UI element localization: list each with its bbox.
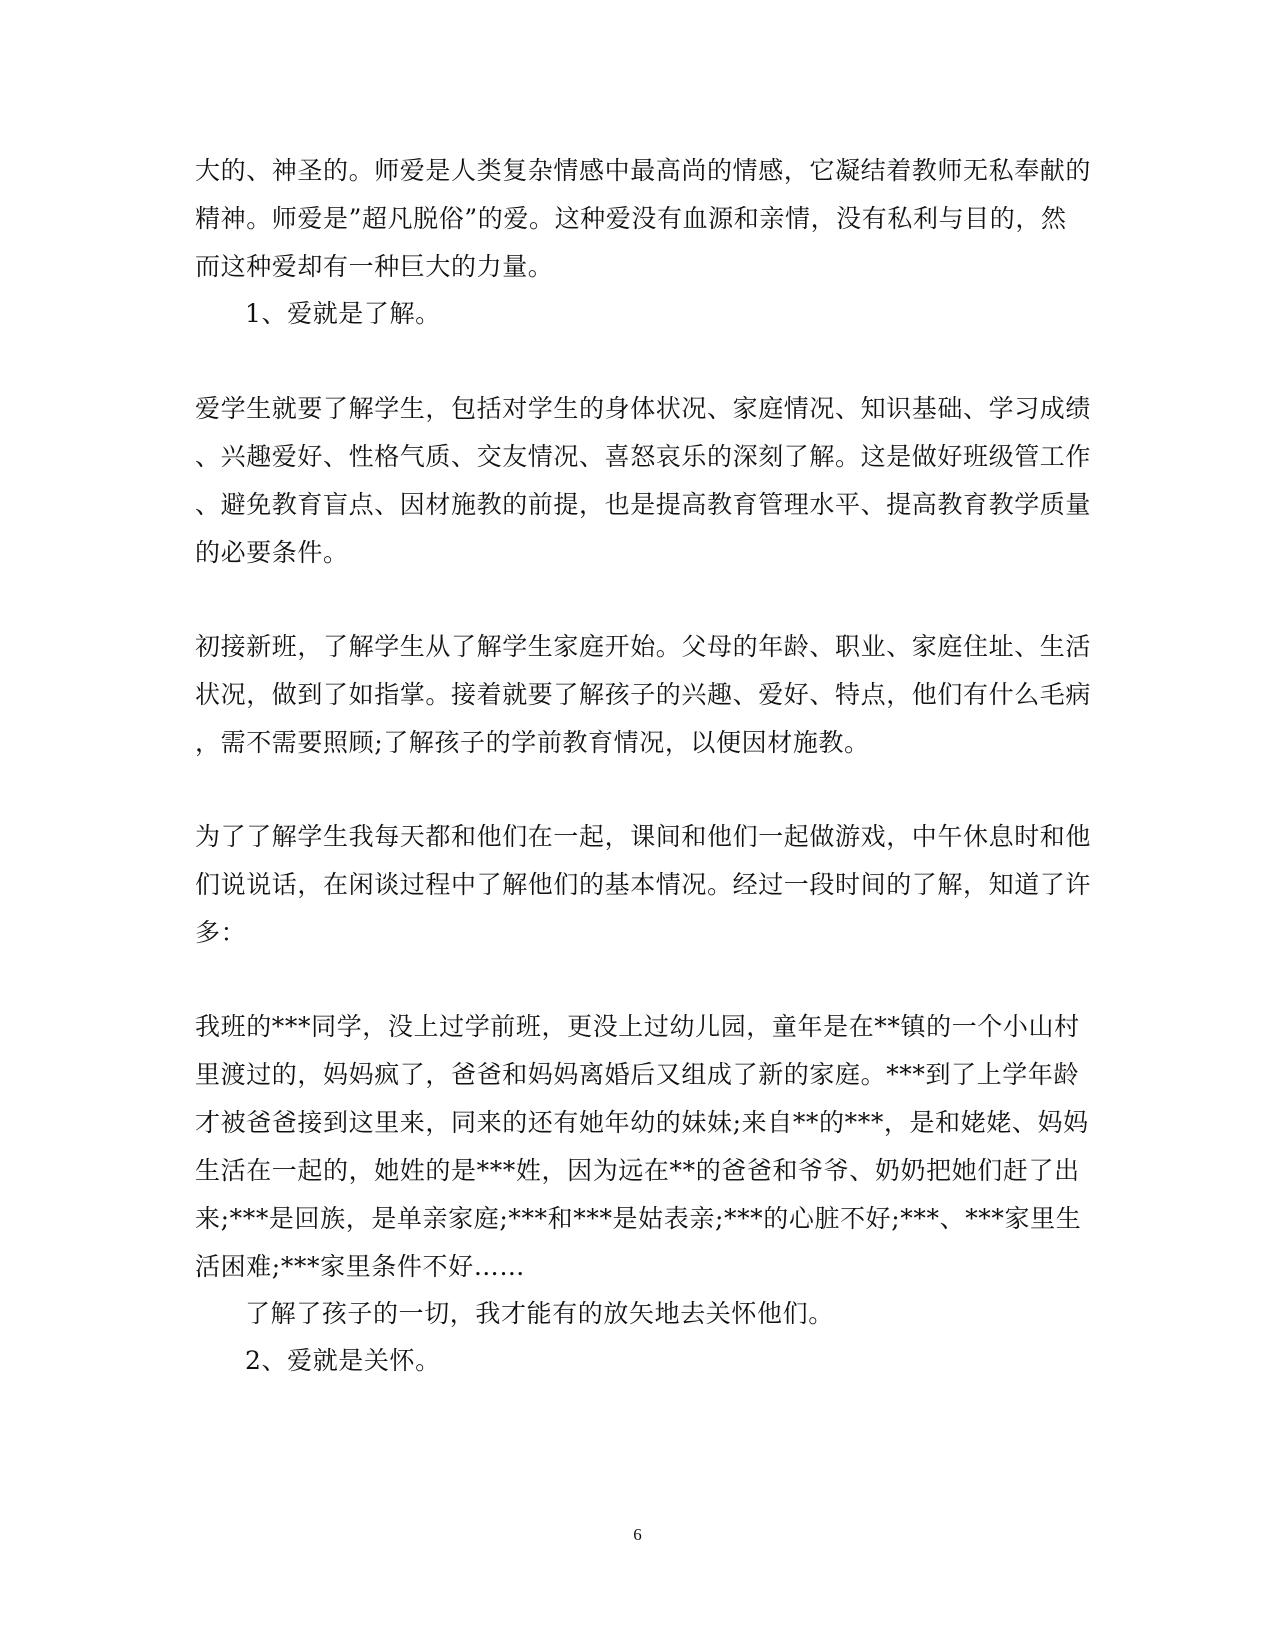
text-line: 爱学生就要了解学生，包括对学生的身体状况、家庭情况、知识基础、学习成绩 [195, 394, 1092, 423]
section-heading: 1、爱就是了解。 [245, 299, 441, 328]
page-number: 6 [633, 1525, 642, 1544]
text-line: ，需不需要照顾;了解孩子的学前教育情况，以便因材施教。 [195, 728, 870, 757]
text-line: 我班的***同学，没上过学前班，更没上过幼儿园，童年是在**镇的一个小山村 [195, 1012, 1080, 1041]
text-line: 状况，做到了如指掌。接着就要了解孩子的兴趣、爱好、特点，他们有什么毛病 [195, 680, 1092, 709]
text-line: 精神。师爱是”超凡脱俗”的爱。这种爱没有血源和亲情，没有私利与目的，然 [195, 204, 1067, 233]
text-line: 了解了孩子的一切，我才能有的放矢地去关怀他们。 [245, 1299, 834, 1328]
text-line: 来;***是回族，是单亲家庭;***和***是姑表亲;***的心脏不好;***、***家里生 [195, 1204, 1082, 1233]
text-line: 大的、神圣的。师爱是人类复杂情感中最高尚的情感，它凝结着教师无私奉献的 [195, 156, 1092, 185]
text-line: 初接新班，了解学生从了解学生家庭开始。父母的年龄、职业、家庭住址、生活 [195, 632, 1092, 661]
section-heading: 2、爱就是关怀。 [245, 1346, 441, 1375]
text-line: 多： [195, 918, 247, 947]
text-line: 生活在一起的，她姓的是***姓，因为远在**的爸爸和爷爷、奶奶把她们赶了出 [195, 1156, 1080, 1185]
text-line: 们说说话，在闲谈过程中了解他们的基本情况。经过一段时间的了解，知道了许 [195, 870, 1092, 899]
text-line: 里渡过的，妈妈疯了，爸爸和妈妈离婚后又组成了新的家庭。***到了上学年龄 [195, 1060, 1080, 1089]
text-line: 、兴趣爱好、性格气质、交友情况、喜怒哀乐的深刻了解。这是做好班级管工作 [195, 442, 1092, 471]
text-line: 的必要条件。 [195, 538, 349, 567]
text-line: 为了了解学生我每天都和他们在一起，课间和他们一起做游戏，中午休息时和他 [195, 822, 1092, 851]
text-line: 才被爸爸接到这里来，同来的还有她年幼的妹妹;来自**的***，是和姥姥、妈妈 [195, 1108, 1089, 1137]
text-line: 、避免教育盲点、因材施教的前提，也是提高教育管理水平、提高教育教学质量 [195, 490, 1092, 519]
text-line: 活困难;***家里条件不好…… [195, 1252, 525, 1281]
text-line: 而这种爱却有一种巨大的力量。 [195, 252, 554, 281]
